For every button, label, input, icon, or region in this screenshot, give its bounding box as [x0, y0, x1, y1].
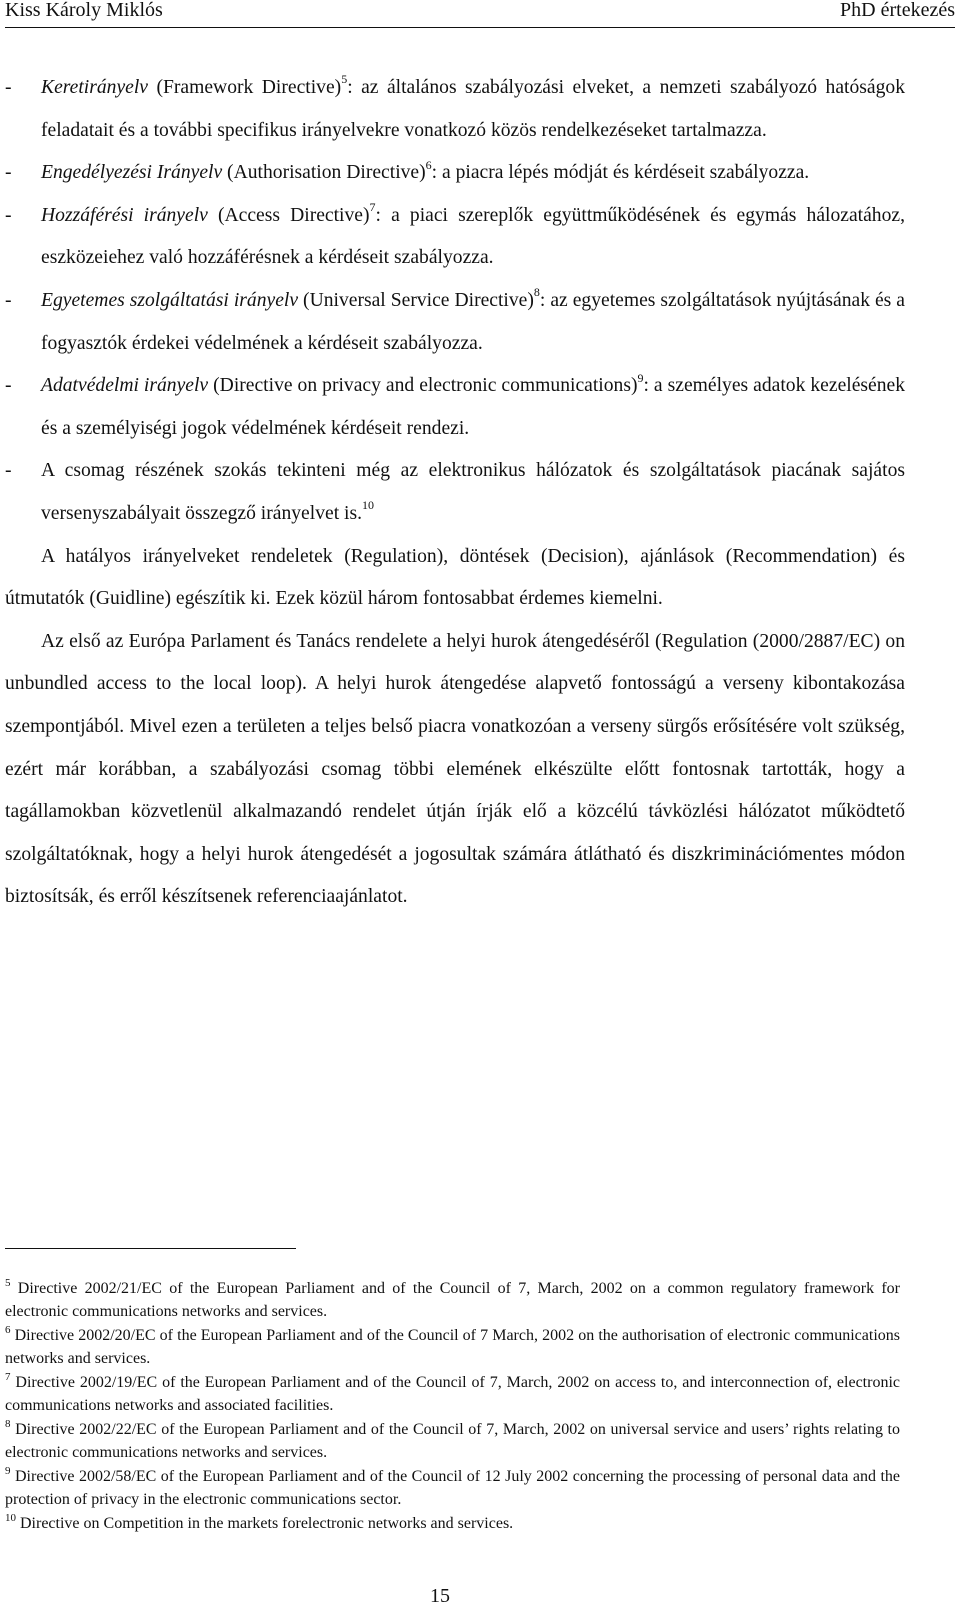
list-item — [5, 450, 905, 535]
directive-term: Engedélyezési Irányelv — [41, 162, 223, 184]
directive-term: Egyetemes szolgáltatási irányelv — [41, 289, 299, 311]
footnote-ref: 6 — [425, 157, 432, 172]
footnote — [5, 1466, 900, 1512]
directive-description: : az egyetemes szolgáltatások nyújtásának és a fogyasztók érdekei védelmének a kérdéseit szabályozza. — [41, 289, 905, 354]
directive-name: (Access Directive) — [207, 204, 370, 226]
list-dash: - — [5, 289, 12, 311]
directive-list — [5, 67, 905, 536]
footnote-number: 7 — [5, 1370, 11, 1383]
footnote-separator — [5, 1248, 296, 1249]
list-item — [5, 195, 905, 280]
directive-description: : a személyes adatok kezelésének és a személyiségi jogok védelmének kérdéseit rendezi. — [41, 375, 906, 439]
footnote-text: Directive 2002/21/EC of the European Parliament and of the Council of 7, March, 2002 on a common regulatory framework for electronic communications networks and services. — [5, 1280, 901, 1320]
list-item — [5, 67, 905, 152]
page-number: 15 — [430, 1585, 450, 1607]
footnote-text: Directive 2002/20/EC of the European Parliament and of the Council of 7 March, 2002 on the authorisation of electronic communications networks and services. — [5, 1327, 900, 1367]
footnote-number: 8 — [5, 1417, 11, 1430]
footnotes — [5, 1278, 900, 1538]
header-doc-type: PhD értekezés — [840, 0, 955, 21]
footnote-text: Directive on Competition in the markets forelectronic networks and services. — [20, 1515, 514, 1533]
footnote-ref: 10 — [362, 498, 375, 513]
footnote — [5, 1278, 900, 1324]
footnote-text: Directive 2002/22/EC of the European Parliament and of the Council of 7, March, 2002 on universal service and users’ rights relating to electronic communications networks and services. — [5, 1421, 900, 1462]
list-dash: - — [5, 375, 12, 397]
footnote-number: 6 — [5, 1323, 11, 1336]
header-author: Kiss Károly Miklós — [5, 0, 163, 21]
footnote-ref: 7 — [369, 200, 376, 215]
footnote-number: 9 — [5, 1465, 11, 1478]
directive-name: (Framework Directive) — [148, 77, 342, 98]
footnote-text: Directive 2002/58/EC of the European Parliament and of the Council of 12 July 2002 concerning the processing of personal data and the protection of privacy in the electronic communications sector. — [5, 1468, 901, 1509]
footnote-ref: 5 — [341, 72, 348, 87]
directive-term: Keretirányelv — [41, 77, 149, 98]
footnote-number: 10 — [5, 1512, 16, 1525]
directive-name: (Universal Service Directive) — [298, 289, 534, 311]
footnote — [5, 1325, 900, 1371]
footnote — [5, 1372, 900, 1418]
footnote-text: Directive 2002/19/EC of the European Parliament and of the Council of 7, March, 2002 on access to, and interconnection of, electronic communications networks and associated facilities. — [5, 1374, 901, 1414]
body-paragraph: Az első az Európa Parlament és Tanács rendelete a helyi hurok átengedéséről (Regulation (2000/2887/EC) on unbundled access to the local loop). A helyi hurok átengedése alapvető fontosságú a verseny kibontakozása szempontjából. Mivel ezen a területen a teljes belső piacra vonatkozóan a verseny sürgős erősítésére volt szükség, ezért már korábban, a szabályozási csomag többi elemének elkészülte előtt fontosnak tartották, hogy a tagállamokban közvetlenül alkalmazandó rendelet útján írják elő a közcélú távközlési hálózatot működtető szolgáltatóknak, hogy a helyi hurok átengedését a jogosultak számára átlátható és diszkriminációmentes módon biztosítsák, és erről készítsenek referenciaajánlatot. — [5, 630, 905, 908]
directive-description: : az általános szabályozási elveket, a nemzeti szabályozó hatóságok feladatait és a további specifikus irányelvekre vonatkozó közös rendelkezéseket tartalmazza. — [41, 77, 905, 141]
footnote-ref: 9 — [637, 370, 644, 385]
footnote-ref: 8 — [533, 285, 540, 300]
list-item — [5, 365, 905, 450]
list-dash: - — [5, 162, 12, 184]
directive-name: (Authorisation Directive) — [222, 162, 426, 184]
directive-term: Adatvédelmi irányelv — [41, 375, 209, 397]
list-dash: - — [5, 204, 12, 226]
footnote — [5, 1419, 900, 1465]
body-paragraph: A hatályos irányelveket rendeletek (Regulation), döntések (Decision), ajánlások (Recommendation) és útmutatók (Guidline) egészítik ki. Ezek közül három fontosabbat érdemes kiemelni. — [5, 545, 905, 610]
directive-description: : a piacra lépés módját és kérdéseit szabályozza. — [431, 162, 810, 184]
footnote-number: 5 — [5, 1276, 11, 1289]
list-item-text: A csomag részének szokás tekinteni még az elektronikus hálózatok és szolgáltatások piacának sajátos versenyszabályait összegző irányelvet is. — [41, 460, 905, 524]
header-rule — [5, 27, 955, 28]
main-content — [5, 67, 905, 919]
list-item — [5, 152, 905, 195]
directive-description: : a piaci szereplők együttműködésének és egymás hálozatához, eszközeiehez való hozzáférésnek a kérdéseit szabályozza. — [41, 204, 905, 269]
directive-name: (Directive on privacy and electronic communications) — [208, 375, 638, 397]
list-dash: - — [5, 460, 12, 482]
list-item — [5, 280, 905, 365]
list-dash: - — [5, 77, 12, 98]
footnote — [5, 1513, 900, 1536]
directive-term: Hozzáférési irányelv — [41, 204, 208, 226]
